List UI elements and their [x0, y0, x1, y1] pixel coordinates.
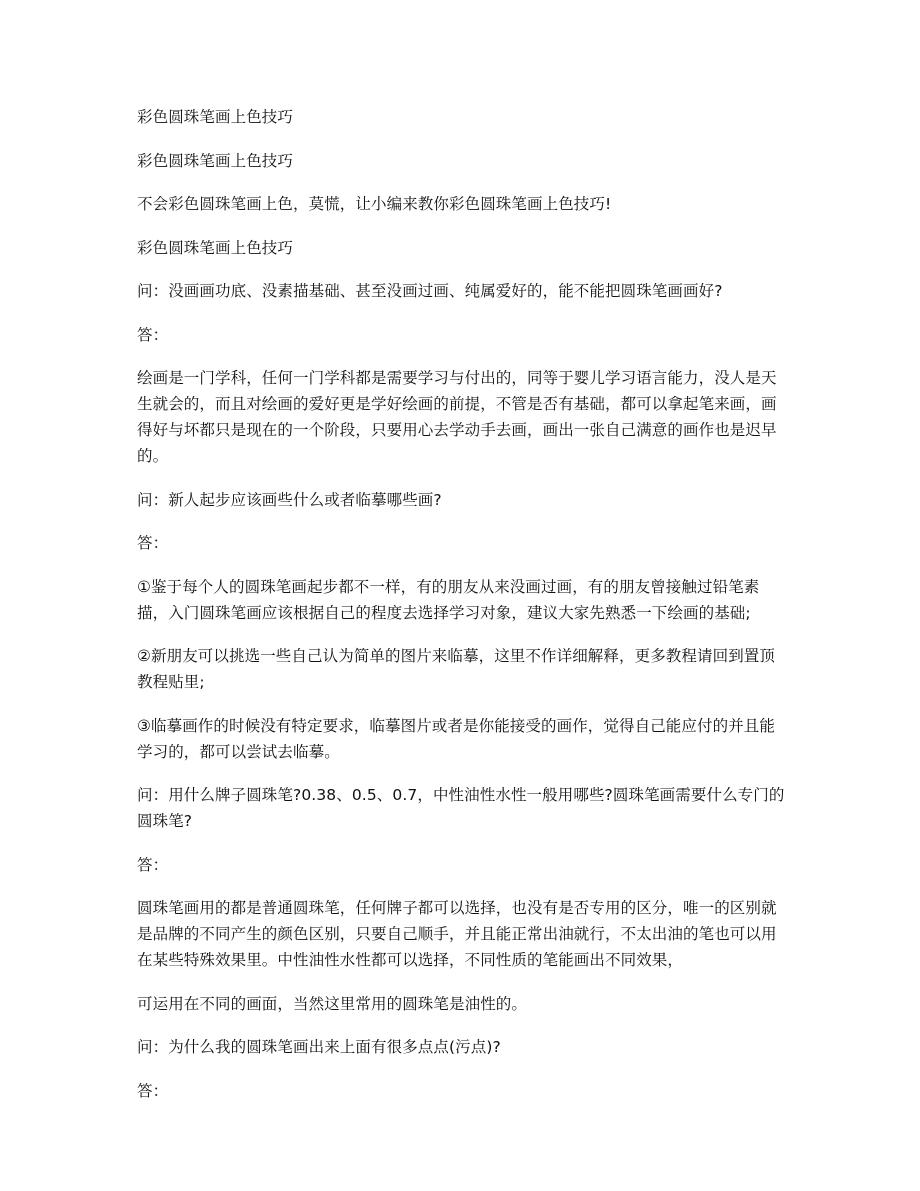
- paragraph-title-1: 彩色圆珠笔画上色技巧: [137, 108, 294, 126]
- question-2: 问：新人起步应该画些什么或者临摹哪些画?: [137, 490, 442, 509]
- document-body: [137, 104, 785, 1121]
- paragraph-title-2: 彩色圆珠笔画上色技巧: [137, 151, 294, 170]
- answer-1: 绘画是一门学科，任何一门学科都是需要学习与付出的，同等于婴儿学习语言能力，没人是天生就会的，而且对绘画的爱好更是学好绘画的前提，不管是否有基础，都可以拿起笔来画，画得好与坏都只是现在的一个阶段，只要用心去学动手去画，画出一张自己满意的画作也是迟早的。: [137, 369, 777, 465]
- answer-label-2: 答：: [137, 534, 169, 552]
- answer-3-part-2: 可运用在不同的画面，当然这里常用的圆珠笔是油性的。: [137, 994, 528, 1013]
- question-4: 问：为什么我的圆珠笔画出来上面有很多点点(污点)?: [137, 1038, 501, 1056]
- question-1: 问：没画画功底、没素描基础、甚至没画过画、纯属爱好的，能不能把圆珠笔画画好?: [137, 282, 723, 300]
- paragraph-title-3: 彩色圆珠笔画上色技巧: [137, 238, 294, 257]
- answer-label-3: 答：: [137, 855, 169, 874]
- answer-2-point-2: ②新朋友可以挑选一些自己认为简单的图片来临摹，这里不作详细解释，更多教程请回到置顶教程贴里;: [137, 647, 775, 691]
- answer-label-4: 答：: [137, 1081, 169, 1100]
- answer-3-part-1: 圆珠笔画用的都是普通圆珠笔，任何牌子都可以选择，也没有是否专用的区分，唯一的区别就是品牌的不同产生的颜色区别，只要自己顺手，并且能正常出油就行，不太出油的笔也可以用在某些特殊效果里。中性油性水性都可以选择，不同性质的笔能画出不同效果，: [137, 899, 777, 969]
- paragraph-intro: 不会彩色圆珠笔画上色，莫慌，让小编来教你彩色圆珠笔画上色技巧!: [137, 195, 612, 213]
- answer-label-1: 答：: [137, 325, 169, 344]
- question-3: 问：用什么牌子圆珠笔?0.38、0.5、0.7，中性油性水性一般用哪些?圆珠笔画需要什么专门的圆珠笔?: [137, 786, 785, 830]
- answer-2-point-3: ③临摹画作的时候没有特定要求，临摹图片或者是你能接受的画作，觉得自己能应付的并且能学习的，都可以尝试去临摹。: [137, 716, 775, 761]
- answer-2-point-1: ①鉴于每个人的圆珠笔画起步都不一样，有的朋友从来没画过画，有的朋友曾接触过铅笔素描，入门圆珠笔画应该根据自己的程度去选择学习对象，建议大家先熟悉一下绘画的基础;: [137, 577, 760, 622]
